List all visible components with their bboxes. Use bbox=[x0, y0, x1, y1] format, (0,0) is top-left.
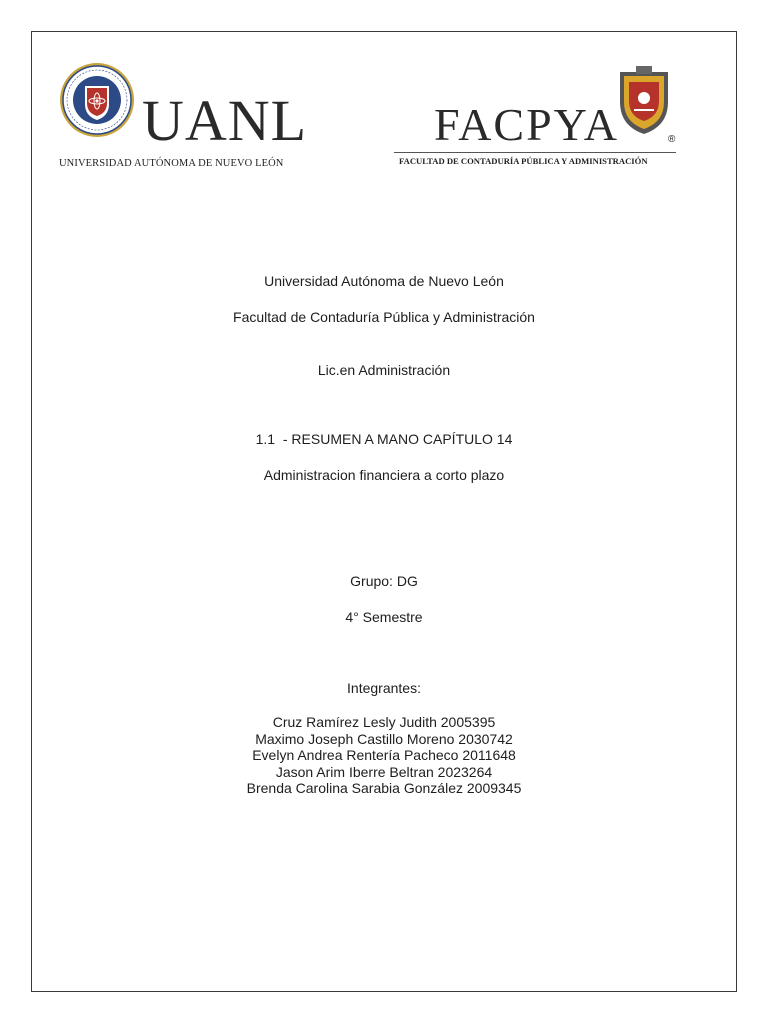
semester-label: 4° Semestre bbox=[345, 609, 423, 625]
topic-title: Administracion financiera a corto plazo bbox=[263, 467, 505, 483]
facpya-subtitle: FACULTAD DE CONTADURÍA PÚBLICA Y ADMINISTRACIÓN bbox=[399, 156, 648, 166]
document-page bbox=[31, 31, 737, 992]
group-label: Grupo: DG bbox=[350, 573, 418, 589]
uanl-seal-icon bbox=[59, 62, 135, 138]
facpya-registered-mark: ® bbox=[668, 134, 676, 145]
program-name: Lic.en Administración bbox=[317, 362, 451, 378]
university-name: Universidad Autónoma de Nuevo León bbox=[264, 273, 504, 289]
faculty-name: Facultad de Contaduría Pública y Administración bbox=[233, 309, 535, 325]
member-name: Maximo Joseph Castillo Moreno 2030742 bbox=[255, 730, 513, 747]
facpya-divider bbox=[394, 152, 676, 153]
facpya-logo bbox=[394, 62, 684, 172]
uanl-wordmark: UANL bbox=[142, 88, 308, 153]
assignment-title: 1.1 - RESUMEN A MANO CAPÍTULO 14 bbox=[255, 431, 513, 447]
member-name: Brenda Carolina Sarabia González 2009345 bbox=[246, 780, 522, 796]
member-name: Evelyn Andrea Rentería Pacheco 2011648 bbox=[252, 747, 516, 763]
member-name: Cruz Ramírez Lesly Judith 2005395 bbox=[272, 714, 496, 730]
facpya-crest-icon bbox=[616, 62, 672, 138]
members-list bbox=[0, 714, 768, 797]
members-heading: Integrantes: bbox=[347, 680, 421, 696]
uanl-subtitle: UNIVERSIDAD AUTÓNOMA DE NUEVO LEÓN bbox=[59, 158, 284, 169]
member-name: Jason Arim Iberre Beltran 2023264 bbox=[275, 763, 493, 780]
uanl-logo bbox=[59, 62, 309, 172]
facpya-wordmark: FACPYA bbox=[434, 99, 619, 150]
